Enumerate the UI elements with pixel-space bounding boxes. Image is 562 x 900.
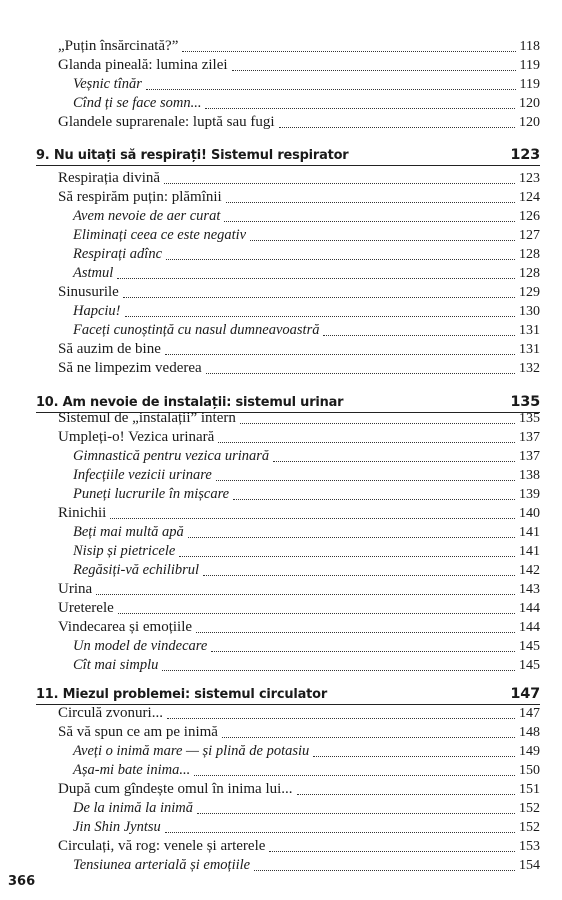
dot-leader [188,537,515,538]
entry-title: Cît mai simplu [73,657,159,673]
toc-subentry [73,819,540,838]
dot-leader [216,480,515,481]
entry-title: „Puțin însărcinată?” [58,38,179,54]
toc-entry [58,410,540,429]
dot-leader [203,575,515,576]
toc-subentry [73,524,540,543]
chapter-page-number: 135 [510,394,540,410]
entry-page-number: 139 [519,487,540,502]
dot-leader [206,373,515,374]
dot-leader [197,813,515,814]
dot-leader [232,70,516,71]
entry-title: Să auzim de bine [58,341,161,357]
toc-subentry [73,638,540,657]
entry-title: De la inimă la inimă [73,800,194,816]
entry-page-number: 132 [519,361,540,376]
entry-page-number: 131 [519,342,540,357]
entry-page-number: 120 [519,96,540,111]
dot-leader [222,737,515,738]
toc-entry [58,581,540,600]
entry-page-number: 129 [519,285,540,300]
toc-entry [58,341,540,360]
entry-title: Jin Shin Jyntsu [73,819,161,835]
dot-leader [297,794,515,795]
entry-page-number: 153 [519,839,540,854]
dot-leader [164,183,515,184]
toc-subentry [73,208,540,227]
entry-title: Respirația divină [58,170,161,186]
dot-leader [110,518,515,519]
dot-leader [233,499,515,500]
entry-page-number: 147 [519,706,540,721]
entry-title: Veșnic tînăr [73,76,142,92]
chapter-heading [36,143,540,166]
entry-page-number: 131 [519,323,540,338]
entry-page-number: 143 [519,582,540,597]
toc-subentry [73,657,540,676]
dot-leader [205,108,515,109]
page-number: 366 [8,874,36,889]
chapter-title: 10. Am nevoie de instalații: sistemul urinar [36,394,344,410]
dot-leader [146,89,516,90]
toc-subentry [73,322,540,341]
toc-entry [58,429,540,448]
dot-leader [118,613,515,614]
entry-title: Cînd ți se face somn... [73,95,202,111]
entry-title: Respirați adînc [73,246,163,262]
dot-leader [179,556,515,557]
chapter-heading [36,682,540,705]
entry-page-number: 148 [519,725,540,740]
toc-subentry [73,762,540,781]
toc-entry [58,619,540,638]
entry-page-number: 144 [519,601,540,616]
entry-title: Să respirăm puțin: plămînii [58,189,222,205]
entry-title: Așa-mi bate inima... [73,762,191,778]
dot-leader [254,870,515,871]
entry-page-number: 149 [519,744,540,759]
entry-title: Urina [58,581,93,597]
toc-entry [58,57,540,76]
entry-page-number: 151 [519,782,540,797]
dot-leader [250,240,515,241]
entry-page-number: 119 [519,58,540,73]
entry-title: Sistemul de „instalații” intern [58,410,236,426]
entry-page-number: 152 [519,801,540,816]
entry-page-number: 138 [519,468,540,483]
dot-leader [166,259,515,260]
entry-page-number: 128 [519,266,540,281]
entry-title: Gimnastică pentru vezica urinară [73,448,270,464]
entry-page-number: 144 [519,620,540,635]
chapter-page-number: 123 [510,147,540,163]
toc-entry [58,189,540,208]
entry-title: Infecțiile vezicii urinare [73,467,212,483]
entry-title: Astmul [73,265,114,281]
dot-leader [162,670,515,671]
toc-entry [58,284,540,303]
entry-page-number: 130 [519,304,540,319]
toc-subentry [73,800,540,819]
entry-title: Regăsiți-vă echilibrul [73,562,200,578]
entry-page-number: 123 [519,171,540,186]
dot-leader [125,316,515,317]
entry-page-number: 152 [519,820,540,835]
entry-page-number: 154 [519,858,540,873]
dot-leader [182,51,515,52]
dot-leader [194,775,515,776]
entry-title: Glandele suprarenale: luptă sau fugi [58,114,275,130]
entry-page-number: 150 [519,763,540,778]
entry-title: Vindecarea și emoțiile [58,619,193,635]
entry-title: Puneți lucrurile în mișcare [73,486,230,502]
toc-subentry [73,76,540,95]
entry-title: Rinichii [58,505,107,521]
toc-subentry [73,265,540,284]
entry-page-number: 145 [519,639,540,654]
entry-page-number: 141 [519,525,540,540]
toc-entry [58,170,540,189]
dot-leader [279,127,515,128]
toc-entry [58,114,540,133]
dot-leader [224,221,515,222]
toc-subentry [73,303,540,322]
entry-title: Aveți o inimă mare — și plină de potasiu [73,743,310,759]
entry-page-number: 137 [519,449,540,464]
toc-entry [58,781,540,800]
toc-subentry [73,743,540,762]
entry-page-number: 120 [519,115,540,130]
entry-page-number: 126 [519,209,540,224]
toc-entry [58,705,540,724]
toc-subentry [73,95,540,114]
toc-entry [58,838,540,857]
entry-page-number: 140 [519,506,540,521]
toc-entry [58,600,540,619]
entry-title: Tensiunea arterială și emoțiile [73,857,251,873]
entry-title: Să vă spun ce am pe inimă [58,724,218,740]
dot-leader [211,651,515,652]
entry-page-number: 145 [519,658,540,673]
dot-leader [226,202,515,203]
toc-entry [58,38,540,57]
dot-leader [96,594,515,595]
entry-page-number: 119 [519,77,540,92]
entry-page-number: 137 [519,430,540,445]
dot-leader [313,756,515,757]
dot-leader [123,297,515,298]
entry-title: Glanda pineală: lumina zilei [58,57,228,73]
toc-subentry [73,227,540,246]
entry-page-number: 127 [519,228,540,243]
entry-title: Să ne limpezim vederea [58,360,202,376]
chapter-page-number: 147 [510,686,540,702]
toc-subentry [73,486,540,505]
toc-subentry [73,857,540,876]
dot-leader [165,832,515,833]
entry-title: Sinusurile [58,284,119,300]
dot-leader [165,354,515,355]
dot-leader [273,461,515,462]
dot-leader [218,442,515,443]
toc-subentry [73,448,540,467]
entry-page-number: 142 [519,563,540,578]
entry-title: Avem nevoie de aer curat [73,208,221,224]
entry-page-number: 135 [519,411,540,426]
entry-title: Circulă zvonuri... [58,705,163,721]
entry-title: Beți mai multă apă [73,524,184,540]
toc-entry [58,724,540,743]
dot-leader [323,335,515,336]
toc-subentry [73,562,540,581]
chapter-title: 11. Miezul problemei: sistemul circulator [36,686,328,702]
entry-title: Nisip și pietricele [73,543,176,559]
toc-subentry [73,467,540,486]
entry-title: Hapciu! [73,303,121,319]
entry-title: Circulați, vă rog: venele și arterele [58,838,266,854]
entry-title: Umpleți-o! Vezica urinară [58,429,215,445]
dot-leader [240,423,515,424]
toc-entry [58,505,540,524]
entry-page-number: 124 [519,190,540,205]
dot-leader [167,718,515,719]
entry-title: După cum gîndește omul în inima lui... [58,781,293,797]
toc-entry [58,360,540,379]
chapter-title: 9. Nu uitați să respirați! Sistemul respirator [36,147,349,163]
entry-title: Faceți cunoștință cu nasul dumneavoastră [73,322,320,338]
toc-subentry [73,543,540,562]
entry-title: Eliminați ceea ce este negativ [73,227,247,243]
entry-title: Un model de vindecare [73,638,208,654]
dot-leader [117,278,515,279]
dot-leader [196,632,515,633]
entry-title: Ureterele [58,600,114,616]
entry-page-number: 141 [519,544,540,559]
dot-leader [269,851,515,852]
entry-page-number: 118 [519,39,540,54]
toc-subentry [73,246,540,265]
entry-page-number: 128 [519,247,540,262]
